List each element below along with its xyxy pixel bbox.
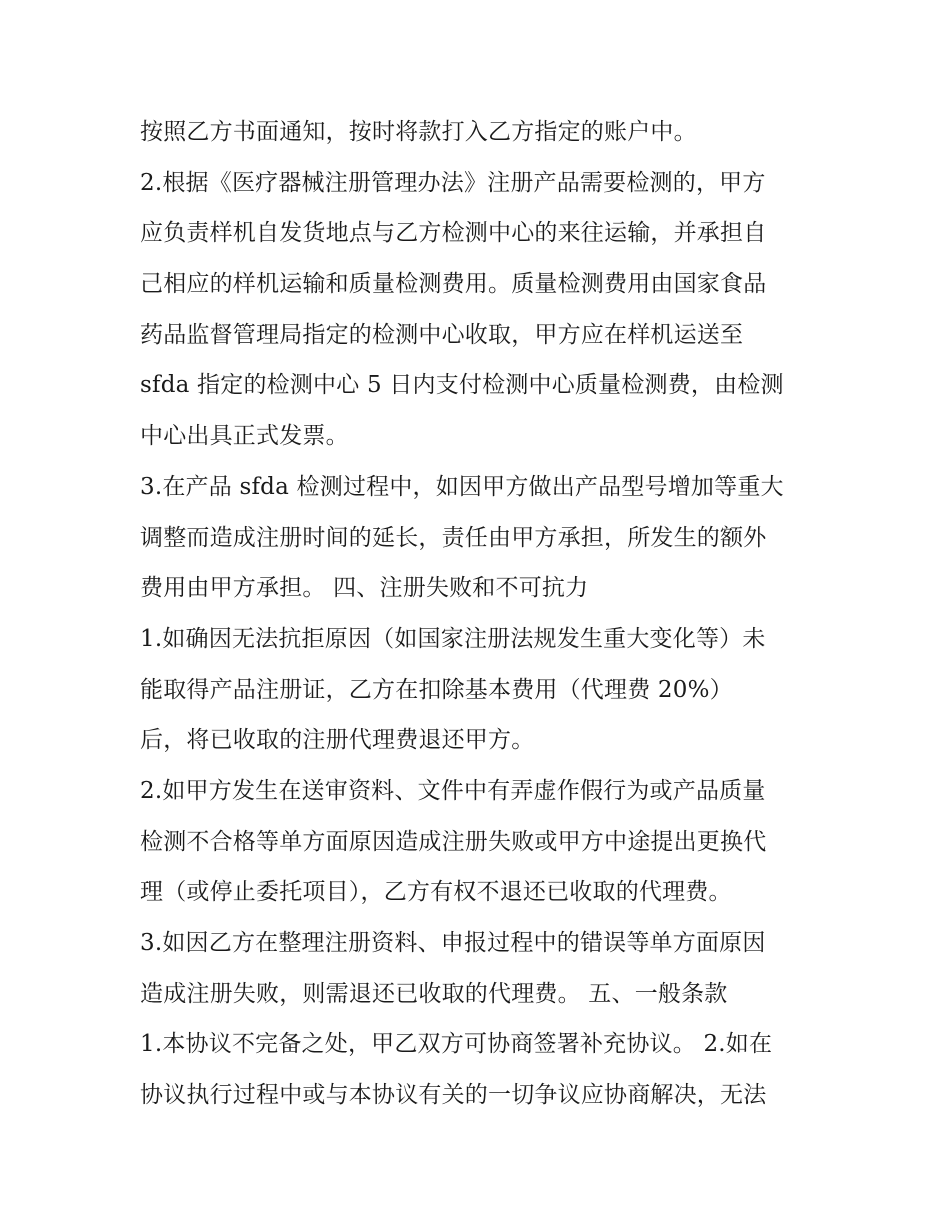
text-line: 己相应的样机运输和质量检测费用。质量检测费用由国家食品 — [140, 271, 767, 298]
text-line: 理（或停止委托项目），乙方有权不退还已收取的代理费。 — [140, 879, 732, 906]
text-line: 费用由甲方承担。 四、注册失败和不可抗力 — [140, 575, 589, 602]
text-line: sfda 指定的检测中心 5 日内支付检测中心质量检测费，由检测 — [140, 372, 784, 399]
text-line: 中心出具正式发票。 — [140, 423, 349, 450]
text-line: 2.如甲方发生在送审资料、文件中有弄虚作假行为或产品质量 — [140, 777, 766, 804]
text-line: 3.在产品 sfda 检测过程中，如因甲方做出产品型号增加等重大 — [140, 473, 784, 500]
text-line: 应负责样机自发货地点与乙方检测中心的来往运输，并承担自 — [140, 220, 767, 247]
text-line: 检测不合格等单方面原因造成注册失败或甲方中途提出更换代 — [140, 828, 767, 855]
text-line: 1.本协议不完备之处，甲乙双方可协商签署补充协议。 2.如在 — [140, 1031, 773, 1058]
text-line: 后，将已收取的注册代理费退还甲方。 — [140, 727, 535, 754]
text-line: 造成注册失败，则需退还已收取的代理费。 五、一般条款 — [140, 980, 728, 1007]
text-line: 1.如确因无法抗拒原因（如国家注册法规发生重大变化等）未 — [140, 625, 766, 652]
text-line: 按照乙方书面通知，按时将款打入乙方指定的账户中。 — [140, 119, 697, 145]
document-body — [140, 107, 820, 1121]
text-line: 调整而造成注册时间的延长，责任由甲方承担，所发生的额外 — [140, 524, 767, 551]
text-line: 协议执行过程中或与本协议有关的一切争议应协商解决，无法 — [140, 1082, 767, 1109]
text-line: 能取得产品注册证，乙方在扣除基本费用（代理费 20%） — [140, 676, 733, 703]
text-line: 药品监督管理局指定的检测中心收取，甲方应在样机运送至 — [140, 321, 744, 348]
text-line: 3.如因乙方在整理注册资料、申报过程中的错误等单方面原因 — [140, 930, 766, 956]
text-line: 2.根据《医疗器械注册管理办法》注册产品需要检测的，甲方 — [140, 169, 766, 196]
